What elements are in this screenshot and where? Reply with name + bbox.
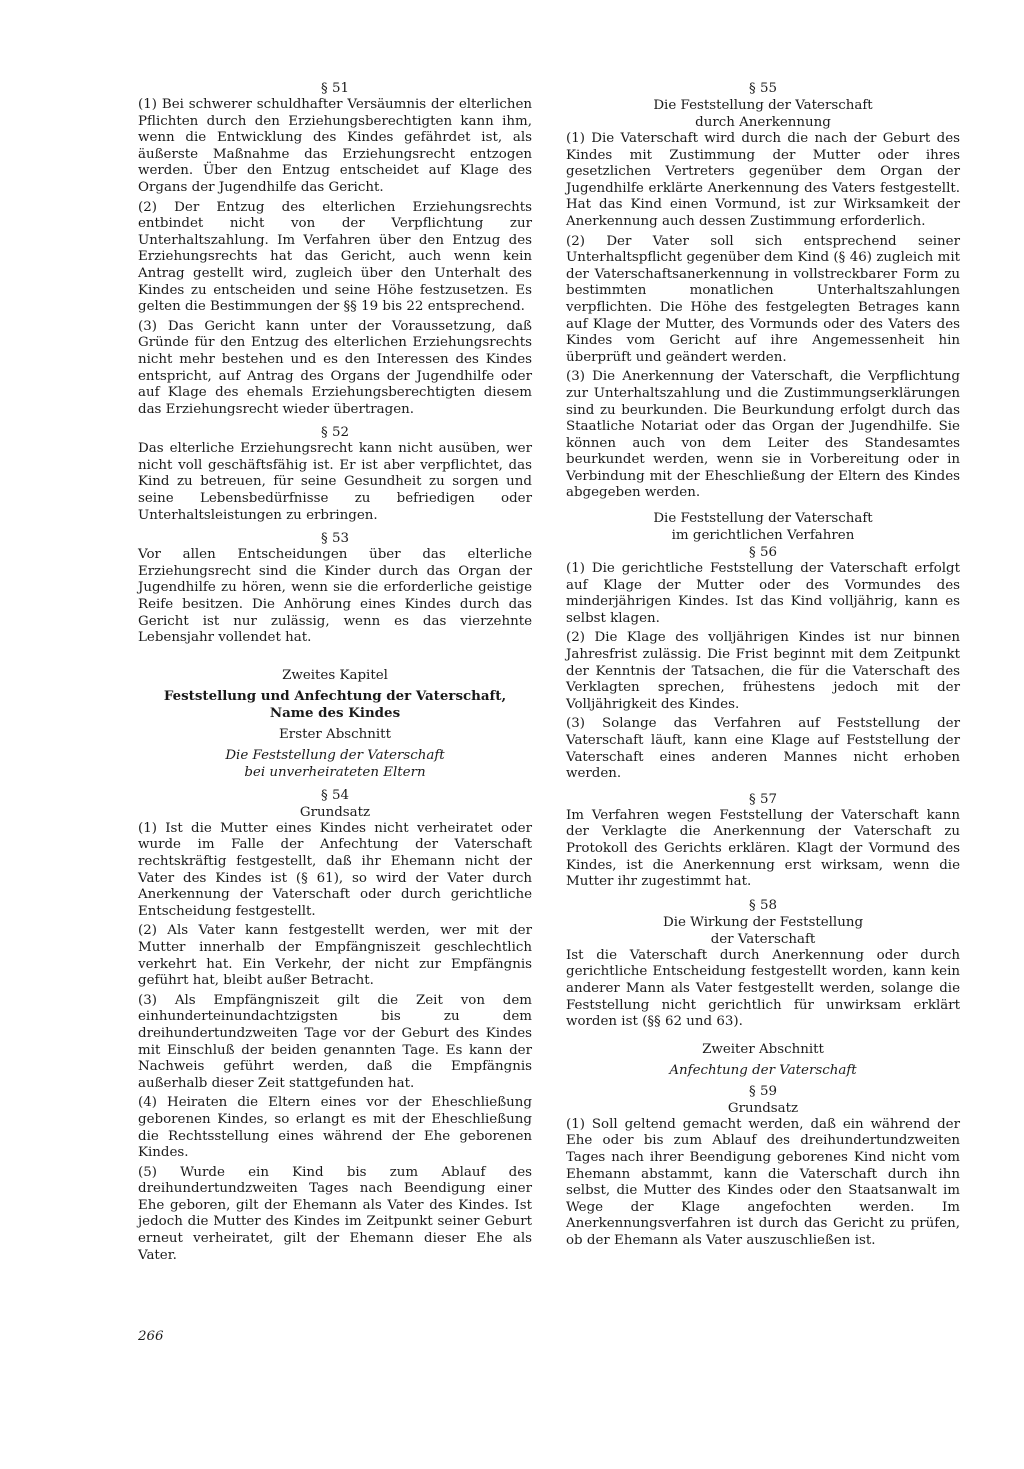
paragraph-55-3: (3) Die Anerkennung der Vaterschaft, die Verpflichtung zur Unterhaltszahlung und die Zustimmungserklärungen sind zu beurkunden. Die Beurkundung erfolgt durch das Staatliche Notariat oder das Organ der Jugendhilfe. Sie können auch von dem Leiter des Standesamtes beurkundet werden, wenn sie in Vorbereitung oder in Verbindung mit der Eheschließung der Eltern des Kindes abgegeben werden. [566,369,960,501]
section-title-58-line-2: der Vaterschaft [710,931,816,947]
paragraph-52: Das elterliche Erziehungsrecht kann nicht ausüben, wer nicht voll geschäftsfähig ist. Er ist aber verpflichtet, das Kind zu betreuen, für seine Gesundheit zu sorgen und seine Lebensbedürfnisse zu befriedigen oder Unterhaltsleistungen zu erbringen. [138,441,532,523]
section-title-1-line-2: bei unverheirateten Eltern [244,764,426,780]
paragraph-59-1: (1) Soll geltend gemacht werden, daß ein während der Ehe oder bis zum Ablauf des dreihundertundzweiten Tages nach ihrer Beendigung geborenes Kind nicht vom Ehemann abstammt, kann die Vaterschaft durch ihn selbst, die Mutter des Kindes oder den Staatsanwalt im Wege der Klage angefochten werden. Im Anerkennungsverfahren ist durch das Gericht zu prüfen, ob der Ehemann als Vater auszuschließen ist. [566,1116,960,1248]
section-heading-56: § 56 [749,545,777,561]
paragraph-54-4: (4) Heiraten die Eltern eines vor der Eheschließung geborenen Kindes, so erlangt es mit der Eheschließung die Rechtsstellung eines während der Ehe geborenen Kindes. [138,1095,532,1161]
section-label-2: Zweiter Abschnitt [702,1041,824,1057]
paragraph-57: Im Verfahren wegen Feststellung der Vaterschaft kann der Verklagte die Anerkennung der Vaterschaft zu Protokoll des Gerichts erklären. Klagt der Vormund des Kindes, ist die Anerkennung erst wirksam, wenn die Mutter ihr zugestimmt hat. [566,807,960,890]
section-heading-52: § 52 [321,425,349,441]
chapter-title-line-1: Feststellung und Anfechtung der Vaterschaft, [163,687,507,704]
chapter-label: Zweites Kapitel [282,667,388,683]
section-heading-54: § 54 [321,787,349,803]
section-heading-55: § 55 [749,81,777,96]
paragraph-54-3: (3) Als Empfängniszeit gilt die Zeit von dem einhunderteinundachtzigsten bis zu dem dreihundertundzweiten Tage vor der Geburt des Kindes mit Einschluß der beiden genannten Tage. Es kann der Nachweis geführt werden, daß die Empfängnis außerhalb dieser Zeit stattgefunden hat. [138,992,532,1091]
paragraph-54-1: (1) Ist die Mutter eines Kindes nicht verheiratet oder wurde im Falle der Anfechtung der Vaterschaft rechtskräftig festgestellt, daß ihr Ehemann nicht der Vater des Kindes ist (§ 61), so wird der Vater durch Anerkennung der Vaterschaft oder durch gerichtliche Entscheidung festgestellt. [138,820,532,919]
paragraph-51-1: (1) Bei schwerer schuldhafter Versäumnis der elterlichen Pflichten durch den Erziehungsberechtigten kann ihm, wenn die Entwicklung des Kindes gefährdet ist, als äußerste Maßnahme das Erziehungsrecht entzogen werden. Über den Entzug entscheidet auf Klage des Organs der Jugendhilfe das Gericht. [138,97,532,195]
section-heading-59: § 59 [749,1083,777,1099]
heading-56-line-2: im gerichtlichen Verfahren [671,528,855,544]
heading-56-line-1: Die Feststellung der Vaterschaft [653,511,873,527]
chapter-title-line-2: Name des Kindes [269,704,401,721]
section-title-58-line-1: Die Wirkung der Feststellung [662,914,864,930]
section-heading-51: § 51 [321,81,349,96]
section-title-55-line-1: Die Feststellung der Vaterschaft [653,98,873,113]
paragraph-54-2: (2) Als Vater kann festgestellt werden, wer mit der Mutter innerhalb der Empfängniszeit geschlechtlich verkehrt hat. Ein Verkehr, der nicht zur Empfängnis geführt hat, bleibt außer Betracht. [138,923,532,989]
paragraph-56-1: (1) Die gerichtliche Feststellung der Vaterschaft erfolgt auf Klage der Mutter oder des Vormundes des minderjährigen Kindes. Ist das Kind volljährig, kann es selbst klagen. [566,561,960,626]
paragraph-53: Vor allen Entscheidungen über das elterliche Erziehungsrecht sind die Kinder durch das Organ der Jugendhilfe zu hören, wenn sie die erforderliche geistige Reife besitzen. Die Anhörung eines Kindes durch das Gericht ist nur zulässig, wenn es das vierzehnte Lebensjahr vollendet hat. [138,547,532,646]
section-heading-53: § 53 [321,531,349,547]
section-title-55-line-2: durch Anerkennung [695,115,831,130]
section-label-1: Erster Abschnitt [279,726,391,742]
section-heading-57: § 57 [749,791,777,807]
page-number: 266 [138,1329,164,1344]
paragraph-55-2: (2) Der Vater soll sich entsprechend seiner Unterhaltspflicht gegenüber dem Kind (§ 46) zugleich mit der Vaterschaftsanerkennung in vollstreckbarer Form zu bestimmten monatlichen Unterhaltszahlungen verpflichten. Die Höhe des festgelegten Betrages kann auf Klage der Mutter, des Vormunds oder des Vaters des Kindes vom Gericht auf ihre Angemessenheit hin überprüft und geändert werden. [566,233,960,365]
paragraph-58: Ist die Vaterschaft durch Anerkennung oder durch gerichtliche Entscheidung festgestellt worden, kann kein anderer Mann als Vater festgestellt werden, solange die Feststellung nicht gerichtlich für unwirksam erklärt worden ist (§§ 62 und 63). [566,947,960,1030]
section-subtitle-59: Grundsatz [727,1100,799,1116]
left-column [138,80,532,1267]
section-subtitle-54: Grundsatz [299,804,371,820]
paragraph-55-1: (1) Die Vaterschaft wird durch die nach der Geburt des Kindes mit Zustimmung der Mutter oder ihres gesetzlichen Vertreters gegenüber dem Organ der Jugendhilfe erklärte Anerkennung des Vaters festgestellt. Hat das Kind einen Vormund, ist zur Wirksamkeit der Anerkennung auch dessen Zustimmung erforderlich. [566,131,960,229]
right-column [566,80,960,1252]
section-heading-58: § 58 [749,897,777,913]
section-title-2: Anfechtung der Vaterschaft [669,1062,857,1078]
paragraph-56-3: (3) Solange das Verfahren auf Feststellung der Vaterschaft läuft, kann eine Klage auf Feststellung der Vaterschaft eines anderen Mannes nicht erhoben werden. [566,716,960,782]
paragraph-51-3: (3) Das Gericht kann unter der Voraussetzung, daß Gründe für den Entzug des elterlichen Erziehungsrechts nicht mehr bestehen und es den Interessen des Kindes entspricht, auf Antrag des Organs der Jugendhilfe oder auf Klage des ehemals Erziehungsberechtigten diesem das Erziehungsrecht wieder übertragen. [138,318,532,417]
section-title-1-line-1: Die Feststellung der Vaterschaft [225,747,445,763]
paragraph-54-5: (5) Wurde ein Kind bis zum Ablauf des dreihundertundzweiten Tages nach Beendigung einer Ehe geboren, gilt der Ehemann als Vater des Kindes. Ist jedoch die Mutter des Kindes im Zeitpunkt seiner Geburt erneut verheiratet, gilt der Ehemann dieser Ehe als Vater. [138,1164,532,1263]
paragraph-56-2: (2) Die Klage des volljährigen Kindes ist nur binnen Jahresfrist zulässig. Die Frist beginnt mit dem Zeitpunkt der Kenntnis der Tatsachen, die für die Vaterschaft des Verklagten sprechen, frühestens jedoch mit der Volljährigkeit des Kindes. [566,630,960,712]
paragraph-51-2: (2) Der Entzug des elterlichen Erziehungsrechts entbindet nicht von der Verpflichtung zur Unterhaltszahlung. Im Verfahren über den Entzug des Erziehungsrechts hat das Gericht, auch wenn kein Antrag gestellt wird, zugleich über den Unterhalt des Kindes zu entscheiden und seine Höhe festzusetzen. Es gelten die Bestimmungen der §§ 19 bis 22 entsprechend. [138,199,532,315]
